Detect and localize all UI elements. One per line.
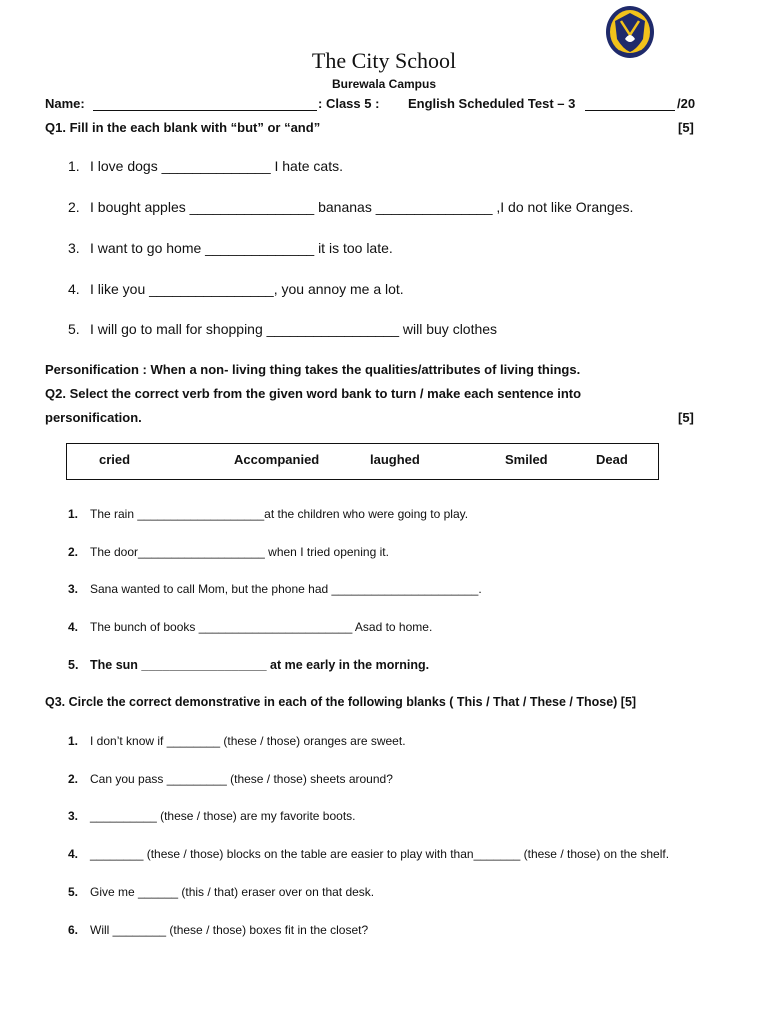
item-number: 4.	[68, 620, 79, 634]
q1-marks: [5]	[678, 120, 694, 135]
q1-item	[68, 321, 497, 337]
item-number: 2.	[68, 199, 80, 215]
q1-item	[68, 281, 404, 297]
item-text: Can you pass _________ (these / those) sheets around?	[90, 772, 393, 786]
item-number: 3.	[68, 809, 79, 823]
q2-heading-line1: Q2. Select the correct verb from the given word bank to turn / make each sentence into	[45, 386, 582, 401]
class-label: : Class 5 :	[318, 96, 380, 111]
q1-item	[68, 158, 343, 174]
item-text: The rain ___________________at the children who were going to play.	[90, 507, 469, 521]
item-text: I like you ________________, you annoy me a lot.	[90, 281, 404, 297]
word-bank-item: laughed	[370, 452, 420, 467]
q1-item	[68, 199, 633, 215]
score-blank	[585, 95, 675, 111]
name-blank	[93, 95, 317, 111]
school-title: The City School	[311, 48, 457, 73]
item-number: 2.	[68, 772, 79, 786]
item-text: I love dogs ______________ I hate cats.	[90, 158, 343, 174]
q3-item	[68, 772, 393, 786]
campus-name: Burewala Campus	[331, 77, 437, 91]
name-label: Name:	[45, 96, 85, 111]
item-text: Sana wanted to call Mom, but the phone had ______________________.	[90, 582, 482, 596]
word-bank-item: cried	[99, 452, 131, 467]
word-bank-item: Dead	[596, 452, 628, 467]
q3-heading: Q3. Circle the correct demonstrative in each of the following blanks ( This / That / These / Those) [5]	[45, 695, 637, 709]
item-number: 3.	[68, 582, 79, 596]
item-text: I bought apples ________________ bananas _______________ ,I do not like Oranges.	[90, 199, 634, 215]
q2-heading-line2: personification.	[45, 410, 142, 425]
q1-heading: Q1. Fill in the each blank with “but” or “and”	[45, 120, 321, 135]
item-text: Will ________ (these / those) boxes fit in the closet?	[90, 923, 369, 937]
q3-item	[68, 734, 406, 748]
q3-item	[68, 809, 356, 823]
q2-item	[68, 620, 432, 634]
item-text: __________ (these / those) are my favorite boots.	[90, 809, 356, 823]
item-text: ________ (these / those) blocks on the table are easier to play with than_______ (these / those) on the shelf.	[90, 847, 670, 861]
q2-marks: [5]	[678, 410, 694, 425]
item-number: 4.	[68, 281, 80, 297]
item-text: Give me ______ (this / that) eraser over on that desk.	[90, 885, 375, 899]
word-bank-item: Accompanied	[234, 452, 320, 467]
q2-item	[68, 545, 389, 559]
word-bank-item: Smiled	[505, 452, 548, 467]
item-text: I don’t know if ________ (these / those) oranges are sweet.	[90, 734, 406, 748]
q2-item	[68, 507, 468, 521]
test-title: English Scheduled Test – 3	[408, 96, 576, 111]
item-number: 4.	[68, 847, 79, 861]
item-text: The bunch of books _______________________ Asad to home.	[90, 620, 433, 634]
item-text: I will go to mall for shopping _________________ will buy clothes	[90, 321, 498, 337]
total-marks: /20	[677, 96, 696, 111]
q2-item	[68, 582, 482, 596]
q3-item	[68, 923, 368, 937]
item-number: 5.	[68, 321, 80, 337]
q1-item	[68, 240, 393, 256]
item-number: 2.	[68, 545, 79, 559]
item-text: I want to go home ______________ it is too late.	[90, 240, 393, 256]
item-number: 5.	[68, 658, 79, 672]
personification-definition: Personification : When a non- living thing takes the qualities/attributes of living things.	[45, 362, 581, 377]
item-text: The door___________________ when I tried opening it.	[90, 545, 389, 559]
q3-item	[68, 885, 374, 899]
q2-item	[68, 658, 429, 672]
q3-item	[68, 847, 669, 861]
item-number: 1.	[68, 158, 80, 174]
item-number: 5.	[68, 885, 79, 899]
item-number: 3.	[68, 240, 80, 256]
word-bank	[66, 443, 659, 480]
item-number: 6.	[68, 923, 79, 937]
item-number: 1.	[68, 734, 79, 748]
item-text: The sun __________________ at me early in the morning.	[90, 658, 430, 672]
item-number: 1.	[68, 507, 79, 521]
